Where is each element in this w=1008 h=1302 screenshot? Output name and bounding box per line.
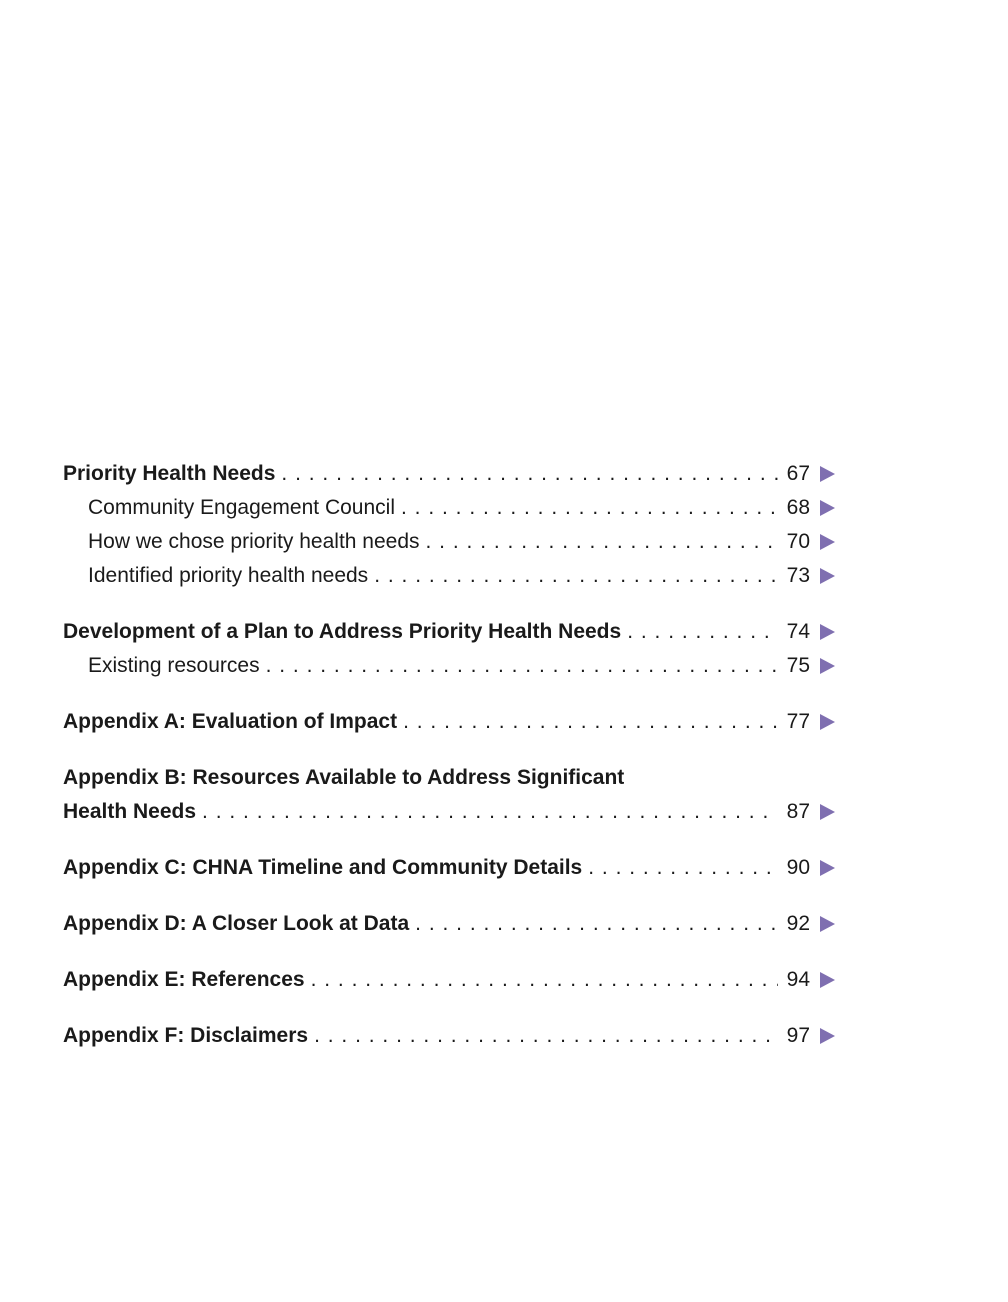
- dot-leader: [426, 525, 778, 559]
- toc-page-number: 90: [786, 856, 810, 879]
- triangle-right-icon[interactable]: [820, 534, 835, 550]
- toc-entry-title: How we chose priority health needs: [88, 530, 420, 553]
- triangle-right-icon[interactable]: [820, 658, 835, 674]
- toc-page-number: 97: [786, 1024, 810, 1047]
- toc-entry-title: Appendix C: CHNA Timeline and Community Details: [63, 856, 583, 879]
- toc-page-number: 70: [786, 530, 810, 553]
- toc-page-number: 92: [786, 912, 810, 935]
- toc-entry-appendix-b[interactable]: [63, 795, 835, 829]
- toc-entry-appendix-a[interactable]: [63, 705, 835, 739]
- toc-page-number: 68: [786, 496, 810, 519]
- toc-page-number: 94: [786, 968, 810, 991]
- dot-leader: [415, 907, 778, 941]
- toc-entry-appendix-e[interactable]: [63, 963, 835, 997]
- dot-leader: [374, 559, 778, 593]
- toc-page-number: 73: [786, 564, 810, 587]
- dot-leader: [403, 705, 778, 739]
- toc-entry-how-we-chose[interactable]: [63, 525, 835, 559]
- triangle-right-icon[interactable]: [820, 860, 835, 876]
- triangle-right-icon[interactable]: [820, 568, 835, 584]
- triangle-right-icon[interactable]: [820, 714, 835, 730]
- toc-entry-appendix-f[interactable]: [63, 1019, 835, 1053]
- dot-leader: [311, 963, 778, 997]
- toc-entry-title: Health Needs: [63, 800, 197, 823]
- toc-entry-title: Appendix B: Resources Available to Address Significant: [63, 766, 625, 789]
- triangle-right-icon[interactable]: [820, 804, 835, 820]
- toc-entry-appendix-d[interactable]: [63, 907, 835, 941]
- dot-leader: [401, 491, 778, 525]
- triangle-right-icon[interactable]: [820, 1028, 835, 1044]
- toc-page-number: 75: [786, 654, 810, 677]
- toc-entry-priority-health-needs[interactable]: [63, 457, 835, 491]
- toc-page-number: 87: [786, 800, 810, 823]
- toc-entry-title: Identified priority health needs: [88, 564, 369, 587]
- toc-entry-appendix-c[interactable]: [63, 851, 835, 885]
- dot-leader: [202, 795, 778, 829]
- triangle-right-icon[interactable]: [820, 466, 835, 482]
- dot-leader: [266, 649, 778, 683]
- table-of-contents: [63, 457, 835, 1053]
- toc-entry-title: Appendix D: A Closer Look at Data: [63, 912, 410, 935]
- toc-entry-community-engagement-council[interactable]: [63, 491, 835, 525]
- toc-entry-appendix-b-line1[interactable]: [63, 761, 835, 795]
- toc-page-number: 74: [786, 620, 810, 643]
- toc-entry-title: Appendix F: Disclaimers: [63, 1024, 309, 1047]
- triangle-right-icon[interactable]: [820, 500, 835, 516]
- dot-leader: [588, 851, 778, 885]
- dot-leader: [314, 1019, 778, 1053]
- toc-entry-title: Appendix A: Evaluation of Impact: [63, 710, 398, 733]
- dot-leader: [627, 615, 778, 649]
- toc-page-number: 77: [786, 710, 810, 733]
- toc-entry-existing-resources[interactable]: [63, 649, 835, 683]
- toc-entry-development-of-plan[interactable]: [63, 615, 835, 649]
- toc-entry-title: Development of a Plan to Address Priority Health Needs: [63, 620, 622, 643]
- triangle-right-icon[interactable]: [820, 916, 835, 932]
- toc-entry-title: Appendix E: References: [63, 968, 305, 991]
- toc-entry-title: Existing resources: [88, 654, 260, 677]
- triangle-right-icon[interactable]: [820, 972, 835, 988]
- toc-entry-title: Priority Health Needs: [63, 462, 276, 485]
- dot-leader: [281, 457, 778, 491]
- toc-page-number: 67: [786, 462, 810, 485]
- toc-entry-title: Community Engagement Council: [88, 496, 395, 519]
- toc-entry-identified-priority-health-needs[interactable]: [63, 559, 835, 593]
- triangle-right-icon[interactable]: [820, 624, 835, 640]
